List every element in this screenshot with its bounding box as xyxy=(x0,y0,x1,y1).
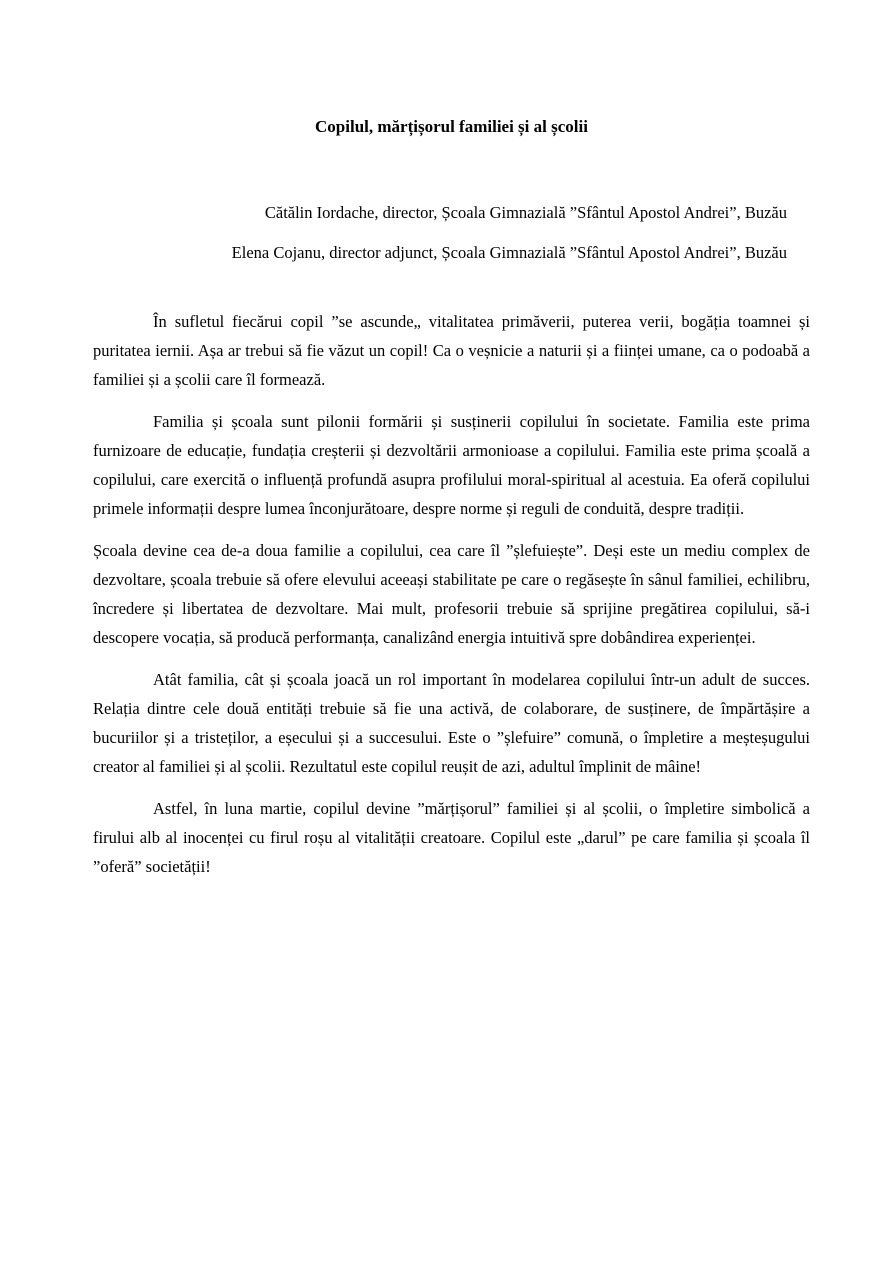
author-line: Cătălin Iordache, director, Școala Gimnazială ”Sfântul Apostol Andrei”, Buzău xyxy=(264,203,787,222)
paragraph: Școala devine cea de-a doua familie a copilului, cea care îl ”șlefuiește”. Deși este un mediu complex de dezvoltare, școala trebuie să ofere elevului aceeași stabilitate pe care o regăsește în sânul familiei, echilibru, încredere și libertatea de dezvoltare. Mai mult, profesorii trebuie să sprijine pregătirea copilului, să-i descopere vocația, să producă performanța, canalizând energia intuitivă spre dobândirea experienței. xyxy=(93,541,810,647)
document-body xyxy=(93,307,810,881)
paragraph: În sufletul fiecărui copil ”se ascunde„ vitalitatea primăverii, puterea verii, bogăția toamnei și puritatea iernii. Așa ar trebui să fie văzut un copil! Ca o veșnicie a naturii și a ființei umane, ca o podoabă a familiei și a școlii care îl formează. xyxy=(93,312,810,389)
author-line: Elena Cojanu, director adjunct, Școala Gimnazială ”Sfântul Apostol Andrei”, Buzău xyxy=(231,243,787,262)
paragraph: Familia și școala sunt pilonii formării și susținerii copilului în societate. Familia este prima furnizoare de educație, fundația creșterii și dezvoltării armonioase a copilului. Familia este prima școală a copilului, care exercită o influență profundă asupra profilului moral-spiritual al acestuia. Ea oferă copilului primele informații despre lumea înconjurătoare, despre norme și reguli de conduită, despre tradiții. xyxy=(93,412,810,518)
paragraph: Astfel, în luna martie, copilul devine ”mărțișorul” familiei și al școlii, o împletire simbolică a firului alb al inocenței cu firul roșu al vitalității creatoare. Copilul este „darul” pe care familia și școala îl ”oferă” societății! xyxy=(93,799,810,876)
author-block xyxy=(93,198,810,267)
page-title: Copilul, mărțișorul familiei și al școlii xyxy=(315,117,588,136)
paragraph: Atât familia, cât și școala joacă un rol important în modelarea copilului într-un adult de succes. Relația dintre cele două entități trebuie să fie una activă, de colaborare, de susținere, de împărtășire a bucuriilor și a tristeților, a eșecului și a succesului. Este o ”șlefuire” comună, o împletire a meșteșugului creator al familiei și al școlii. Rezultatul este copilul reușit de azi, adultul împlinit de mâine! xyxy=(93,670,810,776)
